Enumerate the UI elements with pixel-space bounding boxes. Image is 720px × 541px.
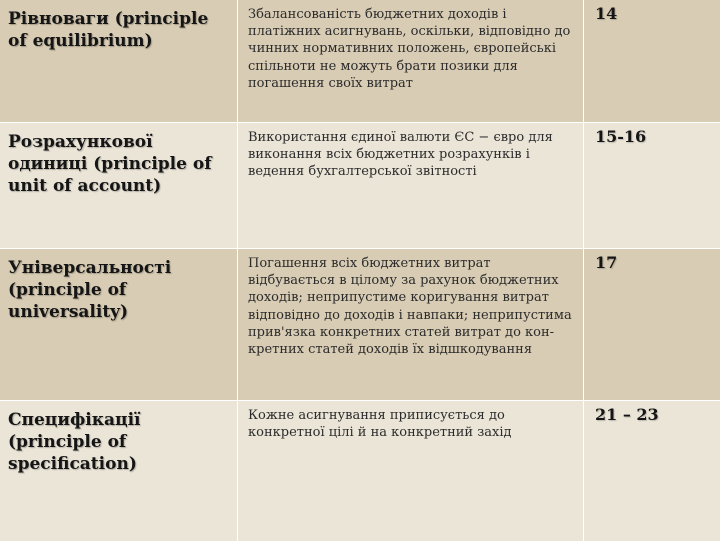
principle-cell <box>0 401 237 541</box>
page-reference: 15-16 <box>595 127 647 146</box>
description-cell <box>237 249 583 401</box>
principle-name: Специфікації (principle of specification) <box>8 410 141 474</box>
table-row <box>0 122 720 249</box>
table-row <box>0 400 720 541</box>
page-reference: 14 <box>595 4 618 23</box>
principle-cell <box>0 0 237 122</box>
description-cell <box>237 401 583 541</box>
principle-name: Рівноваги (principle of equilibrium) <box>8 9 209 51</box>
principle-description: Використання єдиної валюти ЄС − євро для виконання всіх бюджетних розрахунків і ведення бухгалтерської звітності <box>248 130 553 180</box>
pages-cell <box>583 249 720 401</box>
pages-cell <box>583 0 720 122</box>
principle-cell <box>0 249 237 401</box>
pages-cell <box>583 401 720 541</box>
principle-description: Кожне асигнування приписується до конкретної цілі й на конкретний захід <box>248 408 512 441</box>
page-reference: 17 <box>595 253 618 272</box>
principle-name: Розрахункової одиниці (principle of unit of account) <box>8 132 212 196</box>
principle-description: Погашення всіх бюджетних витрат відбувається в цілому за рахунок бюджетних доходів; неприпустиме коригування витрат відповідно до доходів і навпаки; неприпустима прив'язка конкретних статей витрат до кон- кретних статей доходів їх відшкодування <box>248 256 572 358</box>
principle-cell <box>0 123 237 249</box>
description-cell <box>237 0 583 122</box>
principle-description: Збалансованість бюджетних доходів і платіжних асигнувань, оскільки, відповідно до чинних нормативних положень, європейські спільноти не можуть брати позики для погашення своїх витрат <box>248 7 571 91</box>
principle-name: Універсальності (principle of universality) <box>8 258 172 322</box>
table-row <box>0 248 720 401</box>
page-reference: 21 – 23 <box>595 405 659 424</box>
pages-cell <box>583 123 720 249</box>
table-row <box>0 0 720 122</box>
description-cell <box>237 123 583 249</box>
